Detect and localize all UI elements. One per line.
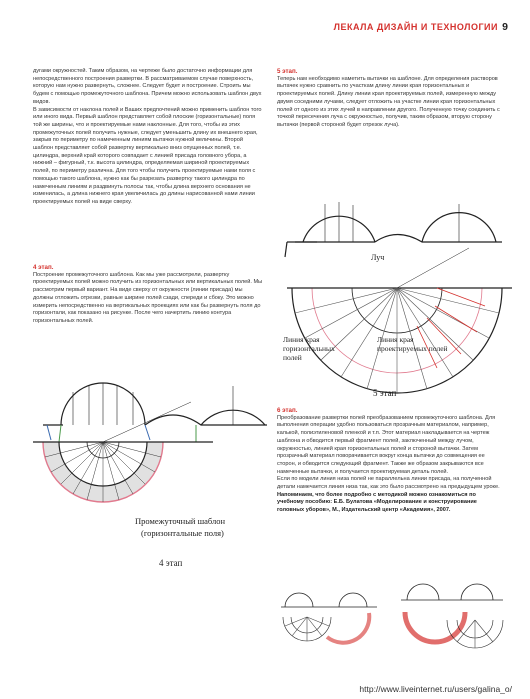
stage4-diagram	[33, 370, 273, 580]
stage5-block	[277, 68, 502, 130]
page-header	[0, 22, 530, 36]
section-title: ЛЕКАЛА ДИЗАЙН И ТЕХНОЛОГИИ	[333, 22, 498, 32]
label-projected-edge: проектируемых полей	[377, 344, 448, 353]
stage4-text: Построение промежуточного шаблона. Как мы уже рассмотрели, развертку проектируемых полей можно получить из горизонтальных или вертикальных полей. Мы рассмотрим первый вариант. На виде сверху от окружности (линии присада) мы должны отложить отрезки, равные ширине полей сзади, спереди и сбоку. Это можно измерить непосредственно на вертикальных проекциях или как бы развернуть поля до горизонтали, как показано на рисунке. После чего начертить линию контура горизонтальных полей.	[33, 271, 263, 324]
stage4-title: 4 этап.	[33, 264, 54, 271]
paragraph: дугами окружностей. Таким образом, на чертеже было достаточно информации для непосредственного построения развертки. В рассматриваемом случае поверхность, которую нам нужно развернуть, сложнее. Следует будет и построение. Строить мы будем с помощью промежуточного шаблона. Причем можно использовать шаблон двух видов.	[33, 68, 262, 105]
label-horizontal-edge: Линия края	[283, 335, 320, 344]
fig4-caption: 4 этап	[159, 558, 183, 568]
footer-url: http://www.liveinternet.ru/users/galina_o/	[359, 684, 512, 694]
stage6-block	[277, 407, 502, 515]
stage5-title: 5 этап.	[277, 68, 298, 75]
label-horizontal-edge: горизонтальных	[283, 344, 335, 353]
left-column	[33, 68, 263, 207]
stage5-text: Теперь нам необходимо наметить вытачки на шаблоне. Для определения растворов вытачек нужно сравнить по участкам длину линии края горизонтальных и проектируемых полей. Длину линии края проектируемых полей, измеренную между двумя соседними лучами, следует отложить на участке линии края горизонтальных полей от одного из этих лучей в направлении другого. Полученную точку соединить с точкой пересечения луча с окружностью, получив, таким образом, вторую сторону вытачки (первой стороной будет отрезок луча).	[277, 75, 500, 128]
label-template: (горизонтальные поля)	[141, 528, 224, 538]
fig5-caption: 5 этап	[373, 388, 397, 397]
page-number: 9	[502, 21, 508, 33]
stage6-title: 6 этап.	[277, 407, 298, 414]
stage4-block	[33, 264, 263, 326]
stage6-text2: Если по модели линия низа полей не параллельна линии присада, на полученной детали намечается линия низа так, как это было рассмотрено на предыдущем уроке.	[277, 476, 500, 491]
label-ray: Луч	[371, 253, 385, 262]
label-projected-edge: Линия края	[377, 335, 414, 344]
stage6-diagram-right	[395, 580, 515, 665]
stage5-diagram	[277, 172, 512, 397]
stage6-text: Преобразование развертки полей преобразованием промежуточного шаблона. Для выполнения операции удобно пользоваться прозрачным материалом, например, калькой, полиэтиленовой пленкой и т.п. Этот материал накладывается на чертеж шаблона и обводится первый фрагмент полей, заключенный между лучом, окружностью, линией края горизонтальных полей и стороной вытачки. Затем прозрачный материал поворачивается вокруг конца вытачки до совмещения ее сторон, и обводится следующий фрагмент. Также же образом закрываются все намеченные вытачки, и получается проектируемая деталь полей.	[277, 414, 496, 475]
label-horizontal-edge: полей	[283, 353, 302, 362]
reminder: Напоминаем, что более подробно с методикой можно ознакомиться по учебному пособию: Е.Б. Булатова «Моделирование и конструирование головных уборов», М., Издательский центр «Академия», 2007.	[277, 491, 477, 514]
paragraph: В зависимости от наклона полей и Ваших предпочтений можно применить шаблон того или иного вида. Первый шаблон представляет собой плоские (горизонтальные) поля той же ширины, что и проектируемые нами наклонные. Для того, чтобы из этих промежуточных полей получить нужные, следует уменьшить длину их внешнего края, закрыв по периметру по намеченным линиям вытачки нужной величины. Второй шаблон представляет собой развертку вертикально вниз опущенных полей, т.е. цилиндра, верхний край которого совпадает с линией присада головного убора, а нижний – фигурный, т.к. высота цилиндра, определяемая шириной проектируемых полей, по периметру различна. Для того чтобы получить проектируемые нами поля с помощью такого шаблона, нужно как бы разрезать развертку такого цилиндра по намеченным линиям и раздвинуть полосы так, чтобы длина верхнего основания не изменилась, а длина нижнего края увеличилась до длины нарисованной нами линии проектируемых полей на виде сверху.	[33, 106, 262, 205]
label-template: Промежуточный шаблон	[135, 516, 226, 526]
stage6-diagram-left	[277, 585, 387, 660]
